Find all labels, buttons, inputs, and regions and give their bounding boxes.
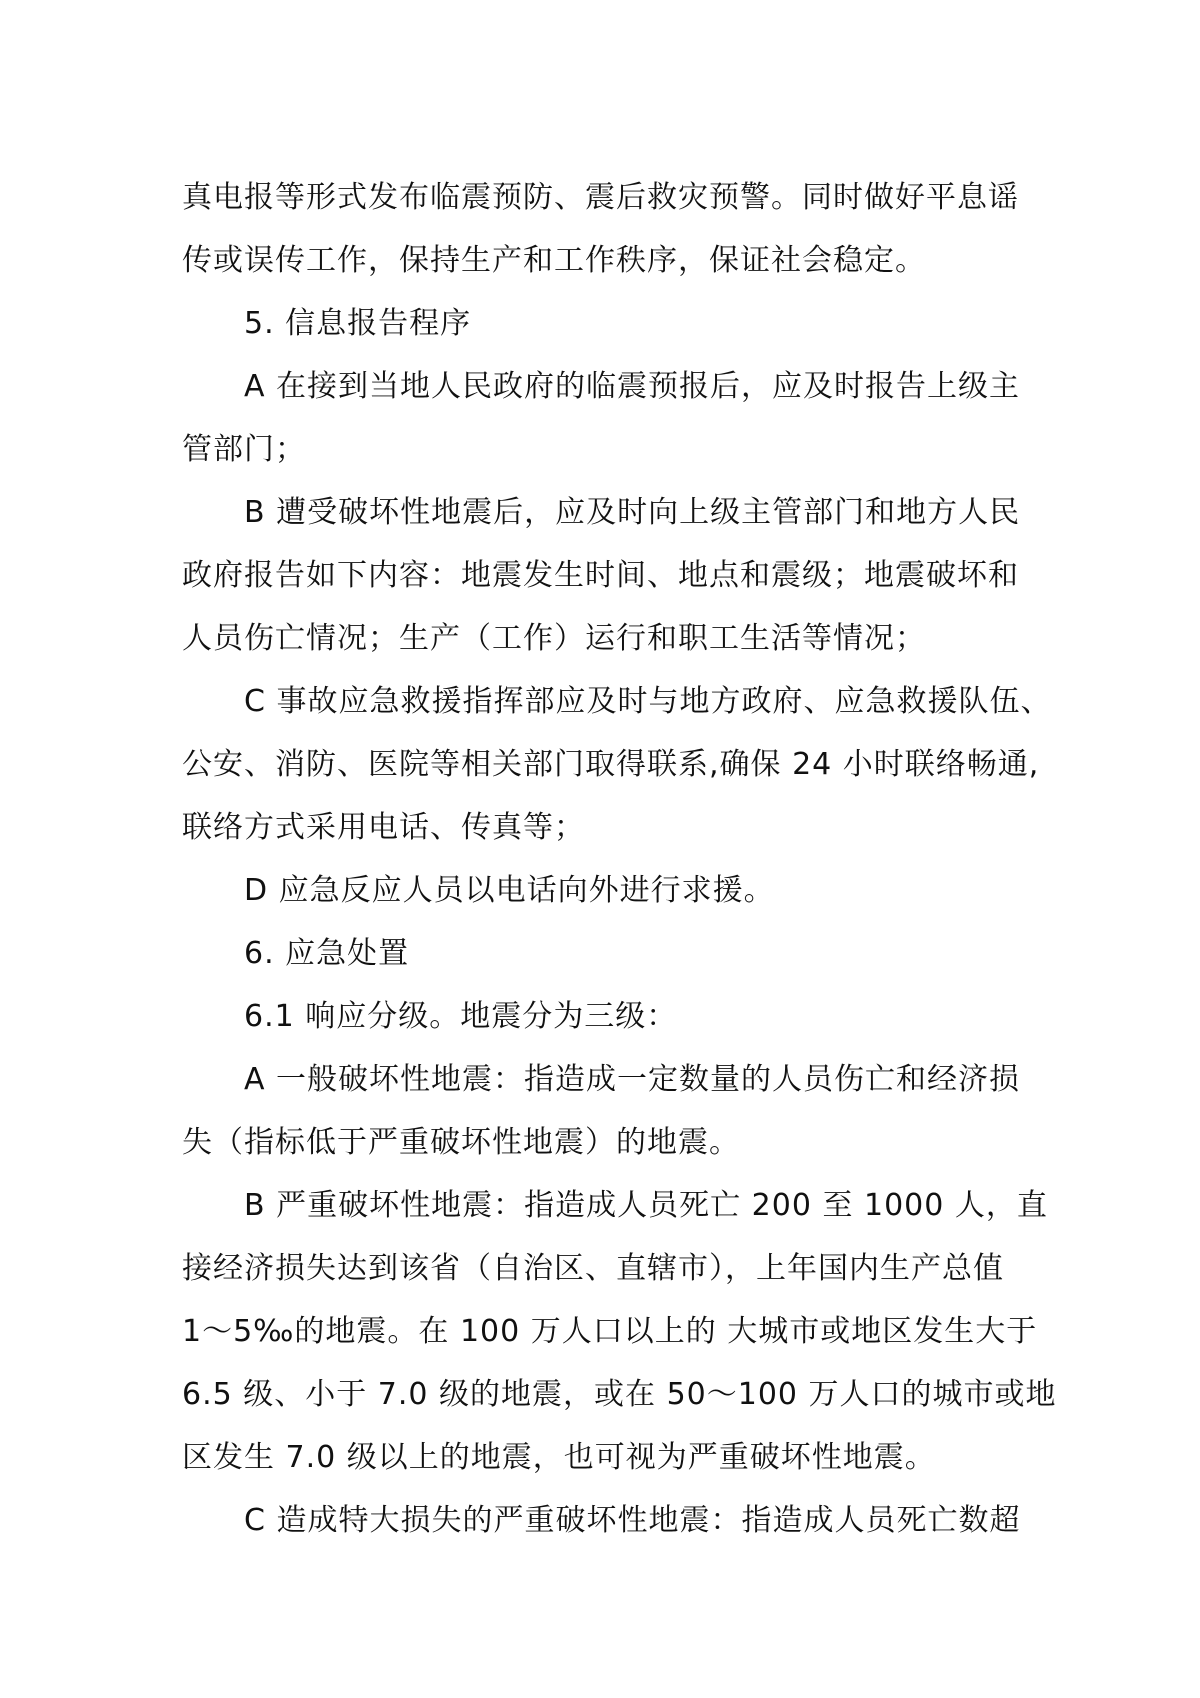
paragraph-line: 公安、消防、医院等相关部门取得联系,确保 24 小时联络畅通, <box>182 747 1040 782</box>
paragraph-first-line: D 应急反应人员以电话向外进行求援。 <box>244 873 775 908</box>
paragraph-line: 真电报等形式发布临震预防、震后救灾预警。同时做好平息谣 <box>182 180 1019 215</box>
paragraph-first-line: B 严重破坏性地震：指造成人员死亡 200 至 1000 人，直 <box>244 1188 1048 1223</box>
paragraph-first-line: C 事故应急救援指挥部应及时与地方政府、应急救援队伍、 <box>244 684 1052 719</box>
paragraph-first-line: A 在接到当地人民政府的临震预报后，应及时报告上级主 <box>244 369 1021 404</box>
paragraph-line: 政府报告如下内容：地震发生时间、地点和震级；地震破坏和 <box>182 558 1019 593</box>
paragraph-first-line: B 遭受破坏性地震后，应及时向上级主管部门和地方人民 <box>244 495 1021 530</box>
paragraph-line: 区发生 7.0 级以上的地震，也可视为严重破坏性地震。 <box>182 1440 936 1475</box>
paragraph-first-line: C 造成特大损失的严重破坏性地震：指造成人员死亡数超 <box>244 1503 1021 1538</box>
paragraph-line: 6.5 级、小于 7.0 级的地震，或在 50～100 万人口的城市或地 <box>182 1377 1057 1412</box>
paragraph-first-line: 5. 信息报告程序 <box>244 306 472 341</box>
document-body <box>182 166 1057 1552</box>
paragraph-line: 失（指标低于严重破坏性地震）的地震。 <box>182 1125 740 1160</box>
paragraph-line: 接经济损失达到该省（自治区、直辖市），上年国内生产总值 <box>182 1251 1004 1286</box>
paragraph-first-line: 6.1 响应分级。地震分为三级： <box>244 999 678 1034</box>
paragraph-line: 人员伤亡情况；生产（工作）运行和职工生活等情况； <box>182 621 926 656</box>
paragraph-line: 传或误传工作，保持生产和工作秩序，保证社会稳定。 <box>182 243 926 278</box>
paragraph-first-line: A 一般破坏性地震：指造成一定数量的人员伤亡和经济损 <box>244 1062 1021 1097</box>
paragraph-line: 管部门； <box>182 432 306 467</box>
paragraph-first-line: 6. 应急处置 <box>244 936 410 971</box>
paragraph-line: 联络方式采用电话、传真等； <box>182 810 585 845</box>
paragraph-line: 1～5‰的地震。在 100 万人口以上的 大城市或地区发生大于 <box>182 1314 1038 1349</box>
